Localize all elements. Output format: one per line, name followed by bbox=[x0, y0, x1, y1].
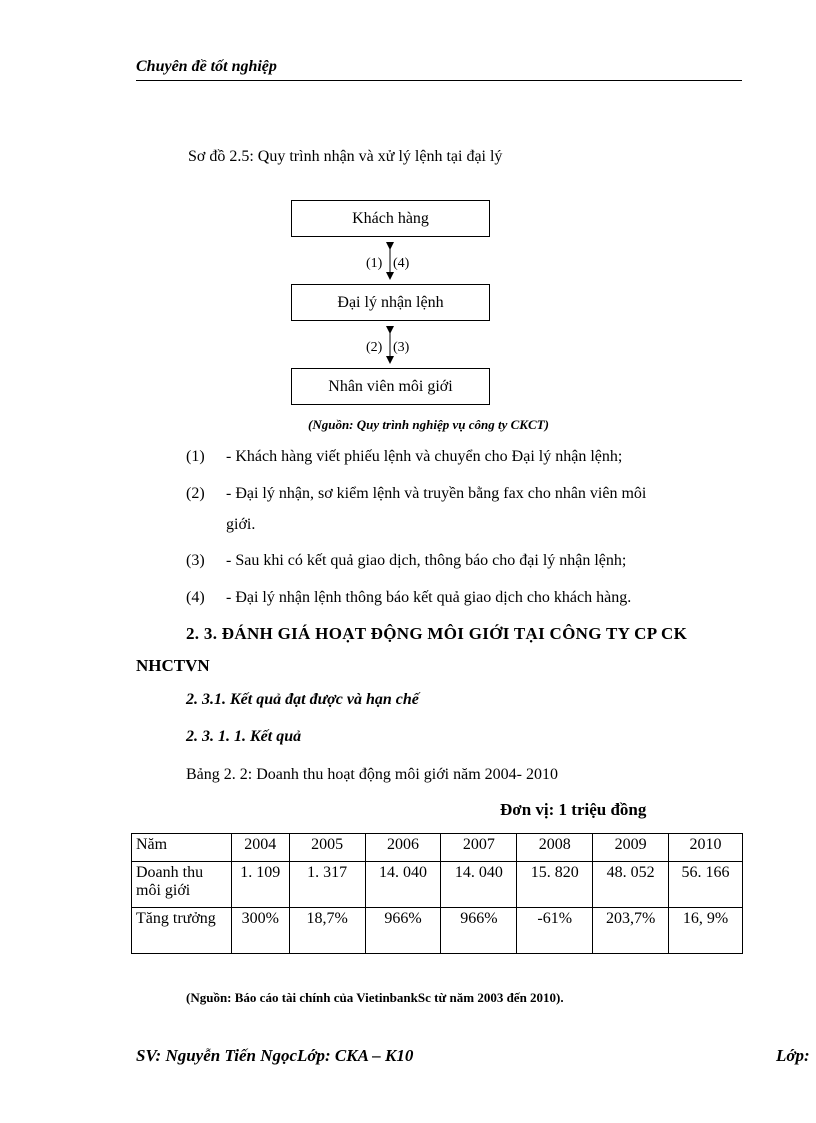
header-rule bbox=[136, 80, 742, 81]
revenue-table bbox=[131, 833, 743, 954]
step-text-2: - Đại lý nhận, sơ kiểm lệnh và truyền bằng fax cho nhân viên môi bbox=[226, 485, 647, 502]
table-cell: 300% bbox=[231, 908, 289, 954]
arrow-label-1: (1) bbox=[366, 256, 383, 271]
table-cell: 16, 9% bbox=[669, 908, 743, 954]
table-cell: 1. 109 bbox=[231, 862, 289, 908]
step-num-3: (3) bbox=[186, 552, 205, 569]
table-header-cell: 2007 bbox=[441, 834, 517, 862]
table-header-cell: 2008 bbox=[517, 834, 593, 862]
table-cell: 14. 040 bbox=[441, 862, 517, 908]
table-cell: -61% bbox=[517, 908, 593, 954]
table-cell: 966% bbox=[365, 908, 441, 954]
footer-student: SV: Nguyễn Tiến NgọcLớp: CKA – K10 bbox=[136, 1046, 414, 1065]
step-text-4: - Đại lý nhận lệnh thông báo kết quả giao dịch cho khách hàng. bbox=[226, 589, 632, 606]
table-cell: 18,7% bbox=[289, 908, 365, 954]
table-row bbox=[132, 862, 743, 908]
diagram-box-broker: Nhân viên môi giới bbox=[291, 368, 490, 405]
table-cell: 15. 820 bbox=[517, 862, 593, 908]
subsubsection-heading: 2. 3. 1. 1. Kết quả bbox=[186, 728, 302, 745]
step-text-1: - Khách hàng viết phiếu lệnh và chuyển cho Đại lý nhận lệnh; bbox=[226, 448, 623, 465]
table-cell: 14. 040 bbox=[365, 862, 441, 908]
table-header-cell: 2005 bbox=[289, 834, 365, 862]
table-header-cell: 2009 bbox=[593, 834, 669, 862]
table-cell: 1. 317 bbox=[289, 862, 365, 908]
table-row bbox=[132, 908, 743, 954]
table-header-cell: 2004 bbox=[231, 834, 289, 862]
arrow-label-4: (4) bbox=[393, 256, 410, 271]
subsection-heading: 2. 3.1. Kết quả đạt được và hạn chế bbox=[186, 691, 419, 708]
arrow-label-3: (3) bbox=[393, 340, 410, 355]
arrow-label-2: (2) bbox=[366, 340, 383, 355]
table-caption: Bảng 2. 2: Doanh thu hoạt động môi giới năm 2004- 2010 bbox=[186, 766, 558, 783]
diagram-source: (Nguồn: Quy trình nghiệp vụ công ty CKCT) bbox=[308, 417, 549, 432]
table-cell: Doanh thu môi giới bbox=[132, 862, 232, 908]
table-header-cell: Năm bbox=[132, 834, 232, 862]
step-text-3: - Sau khi có kết quả giao dịch, thông báo cho đại lý nhận lệnh; bbox=[226, 552, 627, 569]
diagram-caption: Sơ đồ 2.5: Quy trình nhận và xử lý lệnh tại đại lý bbox=[188, 148, 503, 165]
step-text-2-cont: giới. bbox=[226, 516, 256, 533]
table-cell: 56. 166 bbox=[669, 862, 743, 908]
section-heading-cont: NHCTVN bbox=[136, 656, 210, 675]
table-cell: 203,7% bbox=[593, 908, 669, 954]
table-unit: Đơn vị: 1 triệu đồng bbox=[500, 800, 647, 819]
table-cell: 48. 052 bbox=[593, 862, 669, 908]
diagram-box-customer: Khách hàng bbox=[291, 200, 490, 237]
diagram-box-agent: Đại lý nhận lệnh bbox=[291, 284, 490, 321]
step-num-2: (2) bbox=[186, 485, 205, 502]
table-header-cell: 2006 bbox=[365, 834, 441, 862]
page-header-title: Chuyên đề tốt nghiệp bbox=[136, 58, 277, 75]
table-header-row bbox=[132, 834, 743, 862]
step-num-4: (4) bbox=[186, 589, 205, 606]
table-cell: 966% bbox=[441, 908, 517, 954]
table-cell: Tăng trưởng bbox=[132, 908, 232, 954]
table-header-cell: 2010 bbox=[669, 834, 743, 862]
footer-class: Lớp: bbox=[776, 1046, 810, 1065]
step-num-1: (1) bbox=[186, 448, 205, 465]
table-source: (Nguồn: Báo cáo tài chính của VietinbankSc từ năm 2003 đến 2010). bbox=[186, 990, 564, 1005]
section-heading: 2. 3. ĐÁNH GIÁ HOẠT ĐỘNG MÔI GIỚI TẠI CÔNG TY CP CK bbox=[186, 624, 688, 643]
